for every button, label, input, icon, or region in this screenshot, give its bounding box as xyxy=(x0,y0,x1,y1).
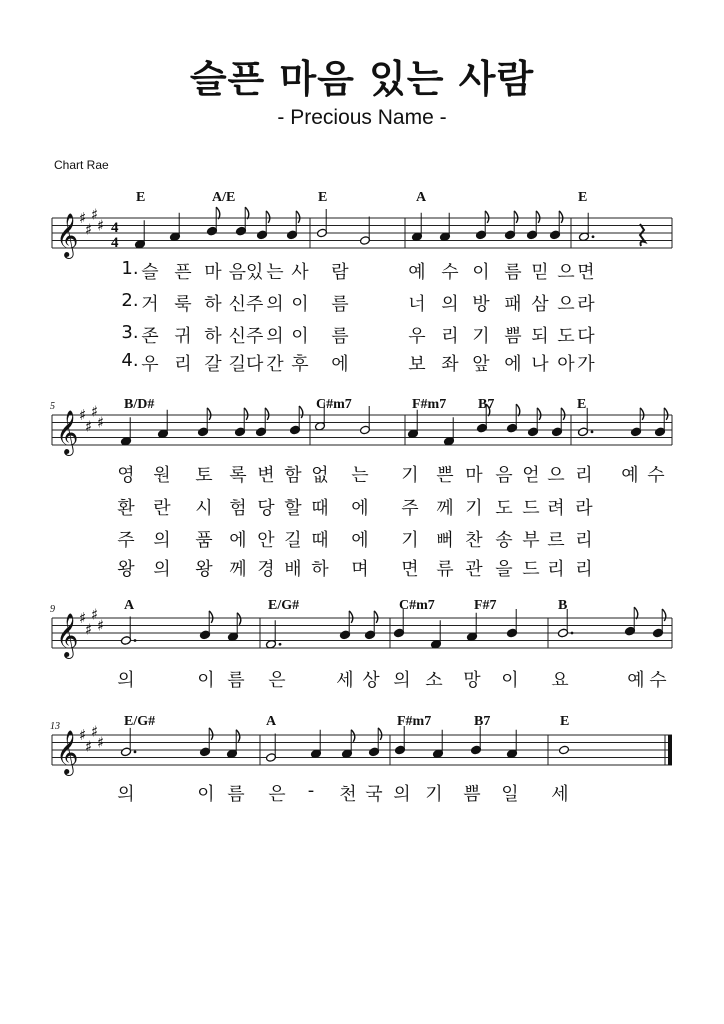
lyric-syllable: 배 xyxy=(284,559,302,580)
lyric-syllable: 리 xyxy=(575,465,593,486)
key-sharp-icon: ♯ xyxy=(97,616,105,635)
lyric-syllable: 름 xyxy=(504,262,522,283)
lyric-syllable: 주 xyxy=(401,498,419,519)
lyric-syllable: 이 xyxy=(291,326,309,347)
lyric-syllable: 드 xyxy=(522,498,540,519)
lyric-syllable: 으 xyxy=(547,465,565,486)
lyric-syllable: 는 xyxy=(266,262,284,283)
chord-symbol: A xyxy=(266,714,277,729)
lyric-syllable: 면 xyxy=(401,559,419,580)
lyric-syllable: 되 xyxy=(531,326,549,347)
song-title: 슬픈 마음 있는 사람 xyxy=(189,57,535,101)
lyric-syllable: 후 xyxy=(291,354,309,375)
note xyxy=(266,734,277,763)
treble-clef-icon: 𝄞 xyxy=(56,613,79,657)
lyric-syllable: 당 xyxy=(257,498,275,519)
lyric-syllable: 기 xyxy=(472,326,490,347)
lyric-syllable: 의 xyxy=(393,670,411,691)
lyric-syllable: 리 xyxy=(441,326,459,347)
lyric-syllable: 이 xyxy=(501,670,519,691)
lyric-syllable: 사 xyxy=(291,262,309,283)
lyric-syllable: 름 xyxy=(227,670,245,691)
note xyxy=(342,730,355,759)
lyric-syllable: 의 xyxy=(393,784,411,805)
key-sharp-icon: ♯ xyxy=(97,413,105,432)
lyric-syllable: 1. xyxy=(121,258,139,279)
note xyxy=(395,726,406,755)
lyric-syllable: 때 xyxy=(311,498,329,519)
note xyxy=(227,730,240,759)
key-sharp-icon: ♯ xyxy=(85,417,93,436)
lyric-syllable: 경 xyxy=(257,559,275,580)
key-sharp-icon: ♯ xyxy=(97,733,105,752)
key-sharp-icon: ♯ xyxy=(79,609,87,627)
lyric-syllable: 왕 xyxy=(195,559,213,580)
lyric-syllable: 리 xyxy=(575,559,593,580)
lyric-syllable: 일 xyxy=(501,784,519,805)
note xyxy=(471,726,482,755)
key-sharp-icon: ♯ xyxy=(85,737,93,756)
lyric-syllable: 갈 xyxy=(204,354,222,375)
lyric-syllable: 변 xyxy=(257,465,275,486)
lyric-syllable: 하 xyxy=(204,294,222,315)
lyric-syllable: 의 xyxy=(441,294,459,315)
lyric-syllable: 길다 xyxy=(228,354,264,375)
lyric-syllable: 기 xyxy=(465,498,483,519)
lyric-syllable: - xyxy=(307,780,315,801)
key-sharp-icon: ♯ xyxy=(91,402,99,421)
lyric-syllable: 며 xyxy=(351,559,369,580)
chord-symbol: E xyxy=(578,190,588,205)
key-sharp-icon: ♯ xyxy=(91,722,99,741)
lyric-syllable: 우 xyxy=(141,354,159,375)
time-signature-bottom: 4 xyxy=(111,235,119,251)
lyric-syllable: 을 xyxy=(495,559,513,580)
lyric-syllable: 란 xyxy=(153,498,171,519)
chord-symbol: F#m7 xyxy=(412,397,447,412)
lyric-syllable: 주 xyxy=(117,530,135,551)
lyric-syllable: 픈 xyxy=(174,262,192,283)
lyric-syllable: 에 xyxy=(351,498,369,519)
chord-symbol: B7 xyxy=(478,397,495,412)
key-sharp-icon: ♯ xyxy=(85,620,93,639)
song-subtitle: - Precious Name - xyxy=(277,106,447,129)
lyric-syllable: 은 xyxy=(268,784,286,805)
lyric-syllable: 마 xyxy=(465,465,483,486)
lyric-syllable: 부 xyxy=(522,530,540,551)
lyric-syllable: 가 xyxy=(577,354,595,375)
lyric-syllable: 록 xyxy=(229,465,247,486)
key-sharp-icon: ♯ xyxy=(79,406,87,424)
lyric-syllable: 에 xyxy=(351,530,369,551)
time-signature-top: 4 xyxy=(111,220,119,236)
lyric-syllable: 관 xyxy=(465,559,483,580)
chord-symbol: C#m7 xyxy=(316,397,352,412)
lyric-syllable: 다 xyxy=(577,326,595,347)
lyric-syllable: 때 xyxy=(311,530,329,551)
chord-symbol: A xyxy=(416,190,427,205)
lyric-syllable: 환 xyxy=(117,498,135,519)
lyric-syllable: 음 xyxy=(495,465,513,486)
lyric-syllable: 보 xyxy=(408,354,426,375)
lyric-syllable: 4. xyxy=(121,350,139,371)
lyric-syllable: 상 xyxy=(362,670,380,691)
lyric-syllable: 찬 xyxy=(465,530,483,551)
lyric-syllable: 패 xyxy=(504,294,522,315)
lyric-syllable: 예 xyxy=(408,262,426,283)
lyric-syllable: 쁨 xyxy=(504,326,522,347)
lyric-syllable: 름 xyxy=(227,784,245,805)
lyric-syllable: 세 xyxy=(336,670,354,691)
lyric-syllable: 으 xyxy=(557,262,575,283)
key-sharp-icon: ♯ xyxy=(85,220,93,239)
measure-number: 13 xyxy=(50,721,60,732)
lyric-syllable: 류 xyxy=(436,559,454,580)
lyric-syllable: 안 xyxy=(257,530,275,551)
lyric-syllable: 에 xyxy=(504,354,522,375)
chord-symbol: F#7 xyxy=(474,598,497,613)
lyric-syllable: 쁨 xyxy=(463,784,481,805)
lyric-syllable: 의 xyxy=(266,326,284,347)
lyric-syllable: 우 xyxy=(408,326,426,347)
lyric-syllable: 하 xyxy=(311,559,329,580)
lyric-syllable: 왕 xyxy=(117,559,135,580)
lyric-syllable: 께 xyxy=(436,498,454,519)
final-barline-thick xyxy=(668,735,672,765)
lyric-syllable: 방 xyxy=(472,294,490,315)
lyric-syllable: 기 xyxy=(425,784,443,805)
lyric-syllable: 원 xyxy=(153,465,171,486)
lyric-syllable: 기 xyxy=(401,465,419,486)
lyric-syllable: 룩 xyxy=(174,294,192,315)
lyric-syllable: 3. xyxy=(121,322,139,343)
lyric-syllable: 의 xyxy=(266,294,284,315)
treble-clef-icon: 𝄞 xyxy=(56,730,79,774)
lyric-syllable: 소 xyxy=(425,670,443,691)
measure-number: 9 xyxy=(50,604,55,615)
note xyxy=(507,730,518,759)
lyric-syllable: 뻐 xyxy=(436,530,454,551)
lyric-syllable: 국 xyxy=(365,784,383,805)
lyric-syllable: 망 xyxy=(463,670,481,691)
lyric-syllable: 라 xyxy=(575,498,593,519)
lyric-syllable: 거 xyxy=(141,294,159,315)
lyric-syllable: 좌 xyxy=(441,354,459,375)
lyric-syllable: 음있 xyxy=(228,262,264,283)
lyric-syllable: 수 xyxy=(647,465,665,486)
lyric-syllable: 귀 xyxy=(174,326,192,347)
lyric-syllable: 너 xyxy=(408,294,426,315)
lyric-syllable: 천 xyxy=(339,784,357,805)
lyric-syllable: 이 xyxy=(472,262,490,283)
chord-symbol: A xyxy=(124,598,135,613)
key-sharp-icon: ♯ xyxy=(79,726,87,744)
lyric-syllable: 에 xyxy=(229,530,247,551)
note xyxy=(433,730,444,759)
lyric-syllable: 는 xyxy=(351,465,369,486)
lyric-syllable: 르 xyxy=(547,530,565,551)
lyric-syllable: 길 xyxy=(284,530,302,551)
lyric-syllable: 예 xyxy=(627,670,645,691)
chord-symbol: E xyxy=(560,714,570,729)
chord-symbol: E xyxy=(577,397,587,412)
lyric-syllable: 름 xyxy=(331,294,349,315)
lyric-syllable: 토 xyxy=(195,465,213,486)
lyric-syllable: 드 xyxy=(522,559,540,580)
lyric-syllable: 품 xyxy=(195,530,213,551)
lyric-syllable: 예 xyxy=(621,465,639,486)
lyric-syllable: 의 xyxy=(153,530,171,551)
lyric-syllable: 수 xyxy=(649,670,667,691)
arranger-credit: Chart Rae xyxy=(54,158,109,172)
chord-symbol: B7 xyxy=(474,714,491,729)
lyric-syllable: 리 xyxy=(547,559,565,580)
lyric-syllable: 하 xyxy=(204,326,222,347)
lyric-syllable: 존 xyxy=(141,326,159,347)
lyric-syllable: 쁜 xyxy=(436,465,454,486)
lyric-syllable: 2. xyxy=(121,290,139,311)
treble-clef-icon: 𝄞 xyxy=(56,410,79,454)
chord-symbol: F#m7 xyxy=(397,714,432,729)
lyric-syllable: 이 xyxy=(197,784,215,805)
chord-symbol: E xyxy=(318,190,328,205)
lyric-syllable: 리 xyxy=(174,354,192,375)
chord-symbol: E/G# xyxy=(124,714,156,729)
lyric-syllable: 라 xyxy=(577,294,595,315)
lyric-syllable: 세 xyxy=(551,784,569,805)
lyric-syllable: 앞 xyxy=(472,354,490,375)
lyric-syllable: 도 xyxy=(495,498,513,519)
note xyxy=(311,730,322,759)
lyric-syllable: 할 xyxy=(284,498,302,519)
lyric-syllable: 름 xyxy=(331,326,349,347)
lyric-syllable: 에 xyxy=(331,354,349,375)
lyric-syllable: 함 xyxy=(284,465,302,486)
lyric-syllable: 도 xyxy=(557,326,575,347)
lyric-syllable: 마 xyxy=(204,262,222,283)
treble-clef-icon: 𝄞 xyxy=(56,213,79,257)
chord-symbol: C#m7 xyxy=(399,598,435,613)
key-sharp-icon: ♯ xyxy=(91,205,99,224)
lyric-syllable: 나 xyxy=(531,354,549,375)
lyric-syllable: 께 xyxy=(229,559,247,580)
lyric-syllable: 간 xyxy=(266,354,284,375)
lyric-syllable: 슬 xyxy=(141,262,159,283)
lyric-syllable: 이 xyxy=(291,294,309,315)
lyric-syllable: 시 xyxy=(195,498,213,519)
chord-symbol: E xyxy=(136,190,146,205)
lyric-syllable: 으 xyxy=(557,294,575,315)
lyric-syllable: 리 xyxy=(575,530,593,551)
chord-symbol: A/E xyxy=(212,190,236,205)
lyric-syllable: 이 xyxy=(197,670,215,691)
lyric-syllable: 얻 xyxy=(522,465,540,486)
key-sharp-icon: ♯ xyxy=(79,209,87,227)
lyric-syllable: 람 xyxy=(331,262,349,283)
lyric-syllable: 아 xyxy=(557,354,575,375)
lyric-syllable: 의 xyxy=(117,784,135,805)
lyric-syllable: 신주 xyxy=(228,326,264,347)
lyric-syllable: 의 xyxy=(153,559,171,580)
key-sharp-icon: ♯ xyxy=(91,605,99,624)
chord-symbol: B/D# xyxy=(124,397,155,412)
lyric-syllable: 없 xyxy=(311,465,329,486)
lyric-syllable: 수 xyxy=(441,262,459,283)
lyric-syllable: 삼 xyxy=(531,294,549,315)
lyric-syllable: 험 xyxy=(229,498,247,519)
chord-symbol: E/G# xyxy=(268,598,300,613)
lyric-syllable: 려 xyxy=(547,498,565,519)
lyric-syllable: 은 xyxy=(268,670,286,691)
lyric-syllable: 송 xyxy=(495,530,513,551)
lyric-syllable: 믿 xyxy=(531,262,549,283)
chord-symbol: B xyxy=(558,598,568,613)
lyric-syllable: 요 xyxy=(551,670,569,691)
lyric-syllable: 영 xyxy=(117,465,135,486)
lyric-syllable: 기 xyxy=(401,530,419,551)
lyric-syllable: 면 xyxy=(577,262,595,283)
lyric-syllable: 의 xyxy=(117,670,135,691)
key-sharp-icon: ♯ xyxy=(97,216,105,235)
lyric-syllable: 신주 xyxy=(228,294,264,315)
measure-number: 5 xyxy=(50,401,55,412)
note xyxy=(559,745,570,755)
